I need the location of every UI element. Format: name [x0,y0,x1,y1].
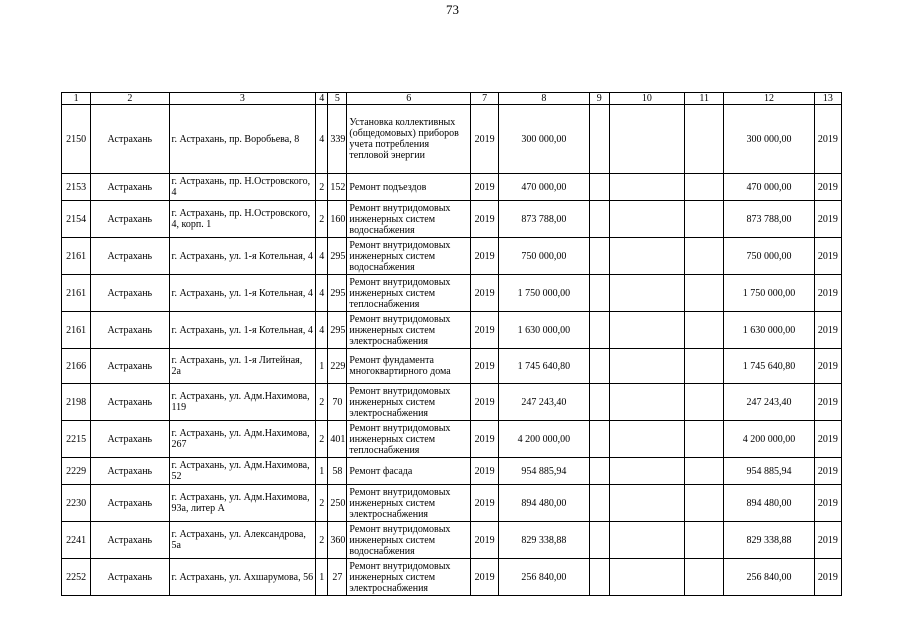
table-row [62,312,842,349]
col4-cell: 2 [316,421,328,458]
year-cell: 2019 [471,105,499,174]
col10-cell [609,384,684,421]
year-cell: 2019 [471,201,499,238]
year-cell: 2019 [471,238,499,275]
col4-cell: 1 [316,349,328,384]
total-cost-cell: 1 750 000,00 [499,275,589,312]
col4-cell: 4 [316,312,328,349]
total-cost-cell: 894 480,00 [499,485,589,522]
header-row [62,93,842,105]
col11-cell [685,421,724,458]
col9-cell [589,312,609,349]
work-type-cell: Ремонт подъездов [347,174,471,201]
col10-cell [609,522,684,559]
city-cell: Астрахань [91,421,169,458]
table-row [62,201,842,238]
total-cost-cell: 1 630 000,00 [499,312,589,349]
col13-year-cell: 2019 [814,522,841,559]
col9-cell [589,349,609,384]
work-type-cell: Ремонт внутридомовых инженерных систем водоснабжения [347,238,471,275]
total-cost-cell: 873 788,00 [499,201,589,238]
row-id-cell: 2229 [62,458,91,485]
column-header: 1 [62,93,91,105]
year-cell: 2019 [471,522,499,559]
table-row [62,174,842,201]
col5-cell: 295 [328,238,347,275]
col13-year-cell: 2019 [814,201,841,238]
year-cell: 2019 [471,312,499,349]
col5-cell: 70 [328,384,347,421]
address-cell: г. Астрахань, пр. Н.Островского, 4 [169,174,316,201]
col9-cell [589,384,609,421]
col13-year-cell: 2019 [814,105,841,174]
col11-cell [685,105,724,174]
col13-year-cell: 2019 [814,312,841,349]
col5-cell: 160 [328,201,347,238]
city-cell: Астрахань [91,559,169,596]
address-cell: г. Астрахань, ул. Адм.Нахимова, 52 [169,458,316,485]
address-cell: г. Астрахань, ул. Адм.Нахимова, 267 [169,421,316,458]
column-header: 4 [316,93,328,105]
col12-cost-cell: 1 750 000,00 [724,275,814,312]
col12-cost-cell: 247 243,40 [724,384,814,421]
col4-cell: 2 [316,201,328,238]
total-cost-cell: 1 745 640,80 [499,349,589,384]
row-id-cell: 2252 [62,559,91,596]
col13-year-cell: 2019 [814,458,841,485]
row-id-cell: 2161 [62,275,91,312]
col13-year-cell: 2019 [814,275,841,312]
col11-cell [685,349,724,384]
total-cost-cell: 247 243,40 [499,384,589,421]
row-id-cell: 2198 [62,384,91,421]
repair-register-table [61,92,842,596]
address-cell: г. Астрахань, ул. 1-я Котельная, 4 [169,312,316,349]
total-cost-cell: 470 000,00 [499,174,589,201]
col5-cell: 339 [328,105,347,174]
col4-cell: 4 [316,238,328,275]
col11-cell [685,485,724,522]
address-cell: г. Астрахань, пр. Н.Островского, 4, корп. 1 [169,201,316,238]
col13-year-cell: 2019 [814,421,841,458]
city-cell: Астрахань [91,485,169,522]
row-id-cell: 2166 [62,349,91,384]
col12-cost-cell: 4 200 000,00 [724,421,814,458]
col5-cell: 360 [328,522,347,559]
col13-year-cell: 2019 [814,384,841,421]
address-cell: г. Астрахань, ул. Адм.Нахимова, 93а, литер А [169,485,316,522]
address-cell: г. Астрахань, пр. Воробьева, 8 [169,105,316,174]
col9-cell [589,275,609,312]
col5-cell: 58 [328,458,347,485]
work-type-cell: Ремонт внутридомовых инженерных систем электроснабжения [347,312,471,349]
col4-cell: 2 [316,485,328,522]
col11-cell [685,458,724,485]
col4-cell: 2 [316,174,328,201]
address-cell: г. Астрахань, ул. 1-я Котельная, 4 [169,275,316,312]
col12-cost-cell: 470 000,00 [724,174,814,201]
col13-year-cell: 2019 [814,485,841,522]
table-row [62,522,842,559]
work-type-cell: Ремонт внутридомовых инженерных систем электроснабжения [347,384,471,421]
address-cell: г. Астрахань, ул. Александрова, 5а [169,522,316,559]
year-cell: 2019 [471,174,499,201]
col9-cell [589,201,609,238]
address-cell: г. Астрахань, ул. 1-я Литейная, 2а [169,349,316,384]
col10-cell [609,105,684,174]
column-header: 3 [169,93,316,105]
col10-cell [609,421,684,458]
column-header: 9 [589,93,609,105]
col11-cell [685,201,724,238]
col4-cell: 2 [316,522,328,559]
table-row [62,485,842,522]
total-cost-cell: 954 885,94 [499,458,589,485]
col9-cell [589,559,609,596]
col11-cell [685,522,724,559]
column-header: 5 [328,93,347,105]
col13-year-cell: 2019 [814,349,841,384]
total-cost-cell: 256 840,00 [499,559,589,596]
col12-cost-cell: 300 000,00 [724,105,814,174]
col4-cell: 1 [316,458,328,485]
col12-cost-cell: 1 630 000,00 [724,312,814,349]
col10-cell [609,238,684,275]
col13-year-cell: 2019 [814,238,841,275]
col9-cell [589,421,609,458]
col5-cell: 27 [328,559,347,596]
col5-cell: 295 [328,275,347,312]
city-cell: Астрахань [91,349,169,384]
year-cell: 2019 [471,485,499,522]
city-cell: Астрахань [91,238,169,275]
work-type-cell: Ремонт внутридомовых инженерных систем теплоснабжения [347,275,471,312]
table-body [62,105,842,596]
total-cost-cell: 300 000,00 [499,105,589,174]
col10-cell [609,174,684,201]
col9-cell [589,105,609,174]
col13-year-cell: 2019 [814,559,841,596]
table-row [62,238,842,275]
work-type-cell: Ремонт фасада [347,458,471,485]
col12-cost-cell: 894 480,00 [724,485,814,522]
row-id-cell: 2230 [62,485,91,522]
year-cell: 2019 [471,559,499,596]
col5-cell: 401 [328,421,347,458]
year-cell: 2019 [471,458,499,485]
column-header: 11 [685,93,724,105]
year-cell: 2019 [471,349,499,384]
work-type-cell: Ремонт внутридомовых инженерных систем водоснабжения [347,201,471,238]
table-row [62,349,842,384]
address-cell: г. Астрахань, ул. Ахшарумова, 56 [169,559,316,596]
col4-cell: 4 [316,275,328,312]
col10-cell [609,458,684,485]
col9-cell [589,174,609,201]
work-type-cell: Ремонт внутридомовых инженерных систем водоснабжения [347,522,471,559]
col5-cell: 250 [328,485,347,522]
table-row [62,105,842,174]
year-cell: 2019 [471,384,499,421]
col9-cell [589,485,609,522]
work-type-cell: Ремонт внутридомовых инженерных систем электроснабжения [347,559,471,596]
work-type-cell: Ремонт внутридомовых инженерных систем теплоснабжения [347,421,471,458]
column-header: 12 [724,93,814,105]
col12-cost-cell: 873 788,00 [724,201,814,238]
city-cell: Астрахань [91,275,169,312]
col5-cell: 229 [328,349,347,384]
col10-cell [609,559,684,596]
table-row [62,559,842,596]
row-id-cell: 2241 [62,522,91,559]
city-cell: Астрахань [91,312,169,349]
col11-cell [685,174,724,201]
col12-cost-cell: 750 000,00 [724,238,814,275]
table-row [62,458,842,485]
column-header: 7 [471,93,499,105]
col10-cell [609,312,684,349]
year-cell: 2019 [471,421,499,458]
page-number: 73 [446,2,459,17]
row-id-cell: 2215 [62,421,91,458]
row-id-cell: 2161 [62,312,91,349]
col13-year-cell: 2019 [814,174,841,201]
column-header: 13 [814,93,841,105]
column-header: 8 [499,93,589,105]
city-cell: Астрахань [91,458,169,485]
col9-cell [589,522,609,559]
city-cell: Астрахань [91,522,169,559]
col4-cell: 2 [316,384,328,421]
work-type-cell: Ремонт внутридомовых инженерных систем электроснабжения [347,485,471,522]
total-cost-cell: 829 338,88 [499,522,589,559]
col12-cost-cell: 256 840,00 [724,559,814,596]
row-id-cell: 2161 [62,238,91,275]
col11-cell [685,275,724,312]
col11-cell [685,238,724,275]
work-type-cell: Установка коллективных (общедомовых) приборов учета потребления тепловой энергии [347,105,471,174]
col11-cell [685,559,724,596]
col10-cell [609,485,684,522]
col4-cell: 4 [316,105,328,174]
col12-cost-cell: 1 745 640,80 [724,349,814,384]
column-header: 2 [91,93,169,105]
col11-cell [685,384,724,421]
address-cell: г. Астрахань, ул. 1-я Котельная, 4 [169,238,316,275]
table-row [62,275,842,312]
col10-cell [609,201,684,238]
row-id-cell: 2154 [62,201,91,238]
table-row [62,421,842,458]
city-cell: Астрахань [91,201,169,238]
city-cell: Астрахань [91,174,169,201]
col5-cell: 295 [328,312,347,349]
work-type-cell: Ремонт фундамента многоквартирного дома [347,349,471,384]
col12-cost-cell: 954 885,94 [724,458,814,485]
row-id-cell: 2150 [62,105,91,174]
address-cell: г. Астрахань, ул. Адм.Нахимова, 119 [169,384,316,421]
total-cost-cell: 4 200 000,00 [499,421,589,458]
col9-cell [589,238,609,275]
col10-cell [609,275,684,312]
column-header: 6 [347,93,471,105]
col4-cell: 1 [316,559,328,596]
col9-cell [589,458,609,485]
row-id-cell: 2153 [62,174,91,201]
col11-cell [685,312,724,349]
total-cost-cell: 750 000,00 [499,238,589,275]
col10-cell [609,349,684,384]
table-row [62,384,842,421]
column-header: 10 [609,93,684,105]
col5-cell: 152 [328,174,347,201]
col12-cost-cell: 829 338,88 [724,522,814,559]
year-cell: 2019 [471,275,499,312]
city-cell: Астрахань [91,105,169,174]
city-cell: Астрахань [91,384,169,421]
